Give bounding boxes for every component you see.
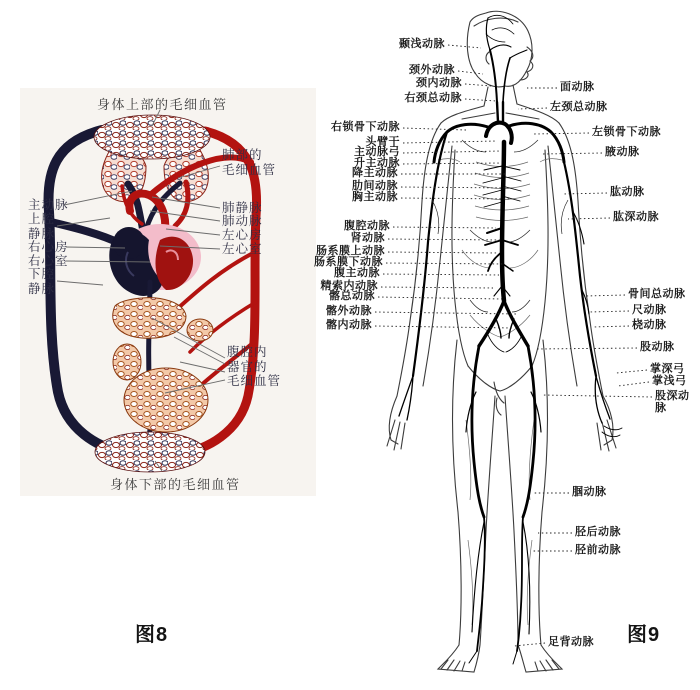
label-deep-brachial-artery: 肱深动脉 <box>613 211 659 223</box>
label-pulmonary-artery: 肺动脉 <box>222 214 263 228</box>
label-deep-femoral-artery: 股深动脉 <box>655 390 690 414</box>
leader-external-iliac-artery <box>375 312 516 314</box>
label-internal-carotid-artery: 颈内动脉 <box>416 77 462 89</box>
leader-brachial-artery <box>562 193 607 194</box>
label-intercostal-artery: 肋间动脉 <box>352 180 398 192</box>
label-abdominal-organ-capillaries: 腹腔内 器官的 毛细血管 <box>227 345 282 388</box>
label-femoral-artery: 股动脉 <box>640 341 675 353</box>
leader-deep-femoral-artery <box>542 395 652 397</box>
figure8-art <box>20 88 316 496</box>
label-common-iliac-artery: 髂总动脉 <box>329 290 375 302</box>
leader-common-interosseous-artery <box>586 295 625 296</box>
label-ascending-aorta: 升主动脉 <box>354 157 400 169</box>
label-inferior-vena-cava: 下腔 静脉 <box>28 267 56 296</box>
figure8-caption: 图8 <box>135 624 169 646</box>
leader-thoracic-aorta <box>401 198 512 199</box>
label-lung-capillaries: 肺部的 毛细血管 <box>222 148 277 177</box>
leader-radial-artery <box>593 326 629 327</box>
label-external-iliac-artery: 髂外动脉 <box>326 305 372 317</box>
leader-external-carotid-artery <box>458 71 483 74</box>
label-superior-vena-cava: 上腔 静脉 <box>28 212 56 241</box>
label-thoracic-aorta: 胸主动脉 <box>352 191 398 203</box>
figure9-caption: 图9 <box>627 624 661 646</box>
label-right-subclavian-artery: 右锁骨下动脉 <box>331 121 400 133</box>
label-celiac-artery: 腹腔动脉 <box>344 220 390 232</box>
leader-common-iliac-artery <box>378 297 502 299</box>
label-abdominal-aorta: 腹主动脉 <box>334 267 380 279</box>
label-right-ventricle: 右心室 <box>28 254 69 268</box>
leader-superficial-palmar-arch <box>618 382 649 386</box>
figure9-art <box>375 11 652 672</box>
leader-superficial-temporal-artery <box>448 45 481 48</box>
label-superficial-temporal-artery: 颞浅动脉 <box>399 38 445 50</box>
leader-abdominal-aorta <box>383 274 499 275</box>
label-facial-artery: 面动脉 <box>560 81 595 93</box>
label-aorta: 主动脉 <box>28 198 69 212</box>
label-aortic-arch: 主动脉弓 <box>354 146 400 158</box>
leader-inferior-mesenteric-artery <box>386 263 503 264</box>
label-internal-iliac-artery: 髂内动脉 <box>326 319 372 331</box>
leader-ulnar-artery <box>590 311 629 312</box>
label-superior-mesenteric-artery: 肠系膜上动脉 <box>316 245 385 257</box>
label-dorsalis-pedis-artery: 足背动脉 <box>548 636 594 648</box>
figure8-top-label: 身体上部的毛细血管 <box>97 97 228 112</box>
leader-deep-palmar-arch <box>616 370 647 373</box>
label-superficial-palmar-arch: 掌浅弓 <box>652 375 687 387</box>
label-right-common-carotid-artery: 右颈总动脉 <box>404 92 462 104</box>
label-left-ventricle: 左心室 <box>222 242 263 256</box>
leader-renal-artery <box>388 239 502 240</box>
label-renal-artery: 肾动脉 <box>350 232 385 244</box>
label-inferior-mesenteric-artery: 肠系膜下动脉 <box>314 256 383 268</box>
label-anterior-tibial-artery: 胫前动脉 <box>575 544 621 556</box>
leader-celiac-artery <box>393 227 496 228</box>
leader-right-subclavian-artery <box>403 128 466 130</box>
label-radial-artery: 桡动脉 <box>632 319 667 331</box>
leader-left-subclavian-artery <box>534 133 589 134</box>
leader-axillary-artery <box>543 153 602 154</box>
label-axillary-artery: 腋动脉 <box>605 146 640 158</box>
label-pulmonary-vein: 肺静脉 <box>222 201 263 215</box>
label-descending-aorta: 降主动脉 <box>352 167 398 179</box>
leader-superior-mesenteric-artery <box>388 252 498 253</box>
leader-femoral-artery <box>536 348 637 349</box>
label-brachiocephalic-trunk: 头臂干 <box>365 136 400 148</box>
label-popliteal-artery: 腘动脉 <box>572 486 607 498</box>
label-brachial-artery: 肱动脉 <box>610 186 645 198</box>
label-common-interosseous-artery: 骨间总动脉 <box>628 288 686 300</box>
figure8-bottom-label: 身体下部的毛细血管 <box>110 477 241 492</box>
leader-right-common-carotid-artery <box>465 99 496 101</box>
label-external-carotid-artery: 颈外动脉 <box>409 64 455 76</box>
label-ulnar-artery: 尺动脉 <box>632 304 667 316</box>
label-posterior-tibial-artery: 胫后动脉 <box>575 526 621 538</box>
label-left-atrium: 左心房 <box>222 228 263 242</box>
label-right-atrium: 右心房 <box>28 240 69 254</box>
label-left-subclavian-artery: 左锁骨下动脉 <box>592 126 661 138</box>
label-internal-spermatic-artery: 精索内动脉 <box>320 280 378 292</box>
leader-intercostal-artery <box>401 187 512 188</box>
leader-ascending-aorta <box>403 163 501 164</box>
leader-brachiocephalic-trunk <box>403 141 496 143</box>
label-left-common-carotid-artery: 左颈总动脉 <box>550 101 608 113</box>
label-deep-palmar-arch: 掌深弓 <box>650 363 685 375</box>
